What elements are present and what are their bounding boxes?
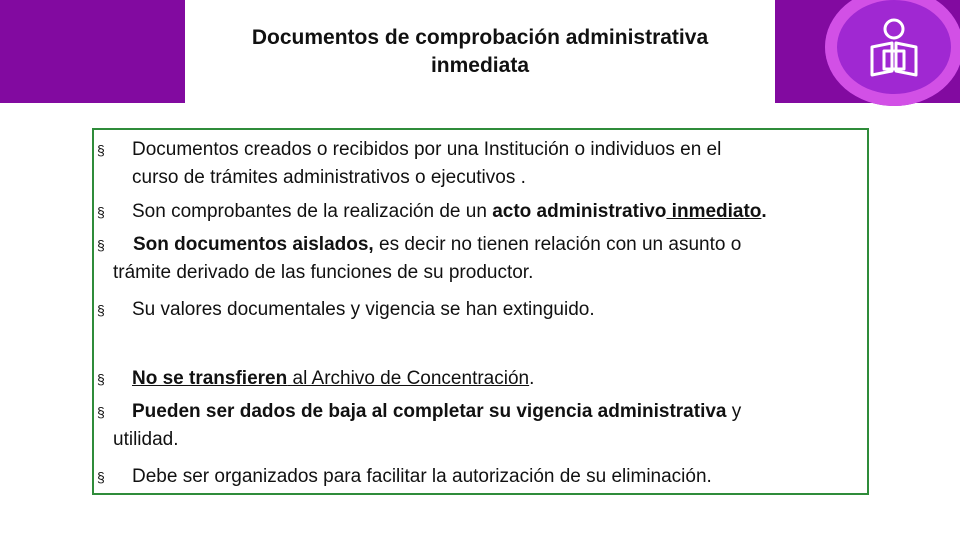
list-item: [97, 296, 857, 324]
bullet-5-bold-underlined: No se transfieren: [132, 368, 288, 389]
bullet-5-end: .: [529, 368, 535, 389]
bullet-marker: §: [97, 237, 105, 253]
bullet-2-text: Son comprobantes de la realización de un: [132, 201, 493, 222]
bullet-3-line-1: [97, 231, 857, 259]
header-bar: [0, 0, 960, 103]
bullet-3-text: es decir no tienen relación con un asunto o: [373, 234, 742, 255]
bullet-5-line: [97, 365, 857, 393]
bullet-2-end: .: [761, 201, 767, 222]
person-with-book-icon: [864, 15, 924, 79]
bullet-4-line: Su valores documentales y vigencia se han extinguido.: [132, 299, 595, 320]
bullet-6-line-1: [97, 398, 857, 426]
title-line-2: inmediata: [430, 53, 529, 77]
list-item: [97, 136, 857, 192]
list-item: [97, 231, 857, 287]
bullet-2-bold-underlined: inmediato: [666, 201, 762, 222]
title-box: [185, 0, 775, 103]
bullet-6-text: y: [726, 401, 742, 422]
bullet-marker: §: [97, 204, 105, 220]
bullet-marker: §: [97, 371, 105, 387]
bullet-6-bold: Pueden ser dados de baja al completar su vigencia administrativa: [132, 401, 727, 422]
page-title: [252, 24, 708, 80]
list-item: [97, 365, 857, 393]
list-item: [97, 398, 857, 454]
list-item: [97, 198, 857, 226]
bullet-1-line-2: curso de trámites administrativos o ejecutivos .: [132, 167, 526, 188]
bullet-3-line-2: trámite derivado de las funciones de su productor.: [113, 262, 534, 283]
bullet-6-line-2: utilidad.: [113, 429, 179, 450]
bullet-2-bold: acto administrativo: [492, 201, 667, 222]
bullet-7-line: Debe ser organizados para facilitar la autorización de su eliminación.: [132, 466, 712, 487]
bullet-marker: §: [97, 302, 105, 318]
title-line-1: Documentos de comprobación administrativa: [251, 25, 709, 49]
bullet-marker: §: [97, 142, 105, 158]
bullet-marker: §: [97, 469, 105, 485]
bullet-2-line: [97, 198, 857, 226]
logo: [825, 0, 960, 106]
bullet-5-underlined: al Archivo de Concentración: [287, 368, 530, 389]
bullet-3-bold: Son documentos aislados,: [133, 234, 374, 255]
bullet-marker: §: [97, 404, 105, 420]
bullet-1-line-1: Documentos creados o recibidos por una Institución o individuos en el: [132, 139, 722, 160]
list-item: [97, 463, 857, 491]
